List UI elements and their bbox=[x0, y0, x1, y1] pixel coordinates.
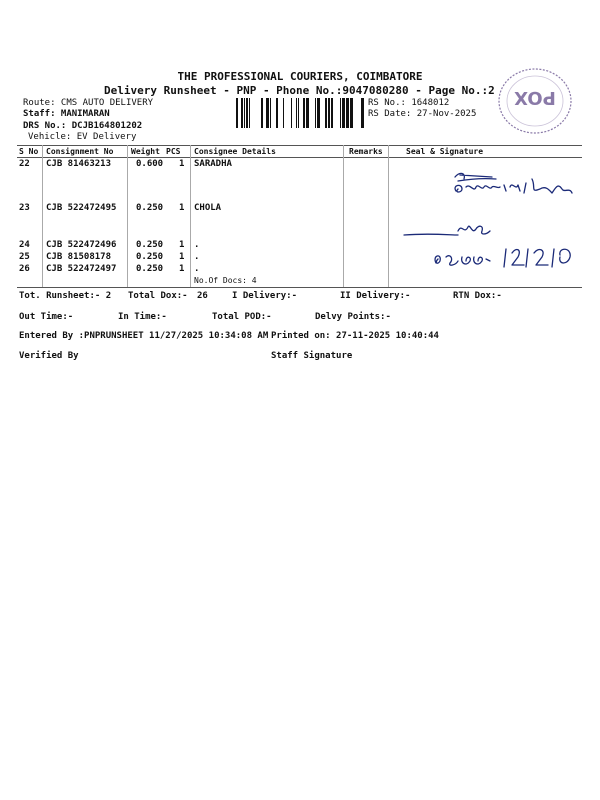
col-header-consignment: Consignment No bbox=[46, 147, 114, 156]
rtn-dox: RTN Dox:- bbox=[453, 291, 502, 301]
row-weight: 0.250 bbox=[136, 240, 164, 250]
handwritten-signatures bbox=[400, 165, 590, 280]
row-consignment: CJB 522472497 bbox=[46, 264, 117, 274]
col-header-consignee: Consignee Details bbox=[194, 147, 276, 156]
row-pcs: 1 bbox=[179, 159, 185, 169]
row-pcs: 1 bbox=[179, 252, 185, 262]
vehicle-label: Vehicle: EV Delivery bbox=[28, 132, 137, 142]
row-pcs: 1 bbox=[179, 240, 185, 250]
row-pcs: 1 bbox=[179, 203, 185, 213]
row-pcs: 1 bbox=[179, 264, 185, 274]
row-sno: 24 bbox=[19, 240, 30, 250]
col-header-sno: S No bbox=[19, 147, 39, 156]
col-divider bbox=[388, 145, 389, 287]
staff-label: Staff: MANIMARAN bbox=[23, 109, 110, 119]
company-name: THE PROFESSIONAL COURIERS, COIMBATORE bbox=[177, 70, 423, 83]
row-consignment: CJB 81463213 bbox=[46, 159, 112, 169]
delvy-points: Delvy Points:- bbox=[315, 312, 391, 322]
printed-on: Printed on: 27-11-2025 10:40:44 bbox=[271, 331, 439, 341]
row-consignee: . bbox=[194, 240, 200, 250]
col-header-remarks: Remarks bbox=[349, 147, 383, 156]
col-divider bbox=[42, 145, 43, 287]
i-delivery: I Delivery:- bbox=[232, 291, 298, 301]
row-weight: 0.250 bbox=[136, 203, 164, 213]
total-dox-label: Total Dox:- bbox=[128, 291, 188, 301]
col-divider bbox=[343, 145, 344, 287]
col-header-seal-signature: Seal & Signature bbox=[406, 147, 484, 156]
row-weight: 0.600 bbox=[136, 159, 164, 169]
barcode bbox=[236, 98, 364, 128]
row-consignment: CJB 522472496 bbox=[46, 240, 117, 250]
table-bottom-rule bbox=[17, 287, 582, 288]
row-weight: 0.250 bbox=[136, 252, 164, 262]
no-of-docs: No.Of Docs: 4 bbox=[194, 276, 257, 285]
total-pod: Total POD:- bbox=[212, 312, 272, 322]
row-sno: 23 bbox=[19, 203, 30, 213]
col-divider bbox=[127, 145, 128, 287]
pox-stamp bbox=[496, 66, 574, 136]
rs-number: RS No.: 1648012 bbox=[368, 98, 450, 108]
row-consignment: CJB 522472495 bbox=[46, 203, 117, 213]
staff-signature: Staff Signature bbox=[271, 351, 353, 361]
entered-by: Entered By :PNPRUNSHEET 11/27/2025 10:34:08 AM bbox=[19, 331, 269, 341]
row-consignee: . bbox=[194, 264, 200, 274]
runsheet-title: Delivery Runsheet - PNP - Phone No.:9047080280 - Page No.:2 bbox=[104, 84, 495, 97]
in-time: In Time:- bbox=[118, 312, 167, 322]
row-consignee: CHOLA bbox=[194, 203, 222, 213]
row-consignment: CJB 81508178 bbox=[46, 252, 112, 262]
col-header-pcs: PCS bbox=[166, 147, 181, 156]
row-sno: 26 bbox=[19, 264, 30, 274]
verified-by: Verified By bbox=[19, 351, 79, 361]
col-divider bbox=[190, 145, 191, 287]
total-dox-value: 26 bbox=[197, 291, 208, 301]
row-consignee: . bbox=[194, 252, 200, 262]
row-sno: 25 bbox=[19, 252, 30, 262]
table-header-rule bbox=[17, 157, 582, 158]
row-consignee: SARADHA bbox=[194, 159, 232, 169]
tot-runsheet: Tot. Runsheet:- 2 bbox=[19, 291, 112, 301]
table-top-rule bbox=[17, 145, 582, 146]
col-header-weight: Weight bbox=[131, 147, 160, 156]
rs-date: RS Date: 27-Nov-2025 bbox=[368, 109, 477, 119]
stamp-text: POX bbox=[514, 87, 556, 108]
route-label: Route: CMS AUTO DELIVERY bbox=[23, 98, 154, 108]
drs-number: DRS No.: DCJB164801202 bbox=[23, 121, 143, 131]
ii-delivery: II Delivery:- bbox=[340, 291, 411, 301]
row-weight: 0.250 bbox=[136, 264, 164, 274]
row-sno: 22 bbox=[19, 159, 30, 169]
out-time: Out Time:- bbox=[19, 312, 74, 322]
